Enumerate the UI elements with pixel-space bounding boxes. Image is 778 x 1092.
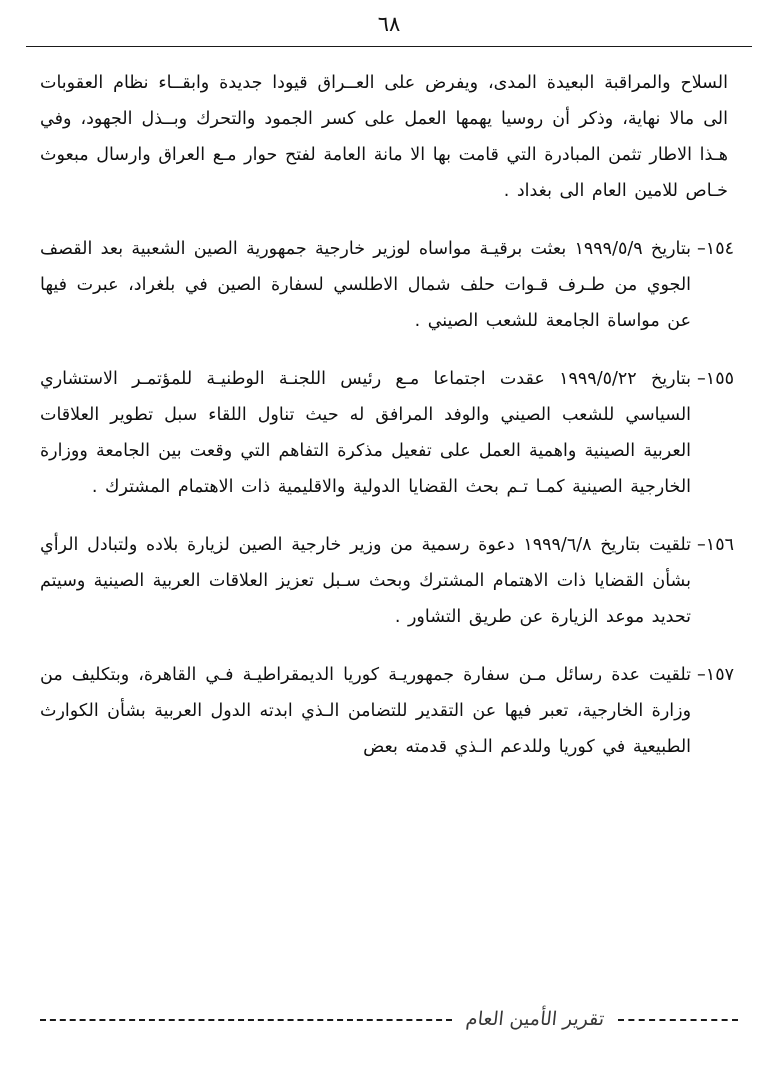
paragraph-text: تلقيت بتاريخ ١٩٩٩/٦/٨ دعوة رسمية من وزير خارجية الصين لزيارة بلاده ولتبادل الرأي بشأن القضايا ذات الاهتمام المشترك وبحث سـبل تعزيز العلاقات العربية الصينية وسيتم تحديد موعد الزيارة عن طريق التشاور .	[40, 535, 692, 627]
paragraph-block	[40, 231, 734, 339]
paragraph-block	[40, 361, 734, 505]
paragraph-number: ١٥٦–	[697, 535, 734, 555]
paragraph-text: بتاريخ ١٩٩٩/٥/٩ بعثت برقيـة مواساه لوزير خارجية جمهورية الصين الشعبية بعد القصف الجوي من طـرف قـوات حلف شمال الاطلسي لسفارة الصين في بلغراد، عبرت فيها عن مواساة الجامعة للشعب الصيني .	[40, 239, 692, 331]
page-number: ٦٨	[377, 12, 401, 36]
paragraph-number: ١٥٧–	[697, 665, 734, 685]
footer-signature: تقرير الأمين العام	[464, 1008, 606, 1030]
paragraph-block	[40, 65, 734, 209]
paragraph-text: السلاح والمراقبة البعيدة المدى، ويفرض على العــراق قيودا جديدة وابقــاء نظام العقوبات الى مالا نهاية، وذكر أن روسيا يهمها العمل على كسر الجمود والتحرك وبــذل الجهود، وفي هـذا الاطار تثمن المبادرة التي قامت بها الا مانة العامة لفتح حوار مـع العراق وارسال مبعوث خـاص للامين العام الى بغداد .	[40, 73, 728, 201]
paragraph-text: تلقيت عدة رسائل مـن سفارة جمهوريـة كوريا الديمقراطيـة فـي القاهرة، وبتكليف من وزارة الخارجية، تعبر فيها عن التقدير للتضامن الـذي ابدته الدول العربية بشأن الكوارث الطبيعية في كوريا وللدعم الـذي قدمته بعض	[40, 665, 692, 757]
paragraph-block	[40, 527, 734, 635]
paragraph-number	[728, 65, 734, 209]
page-footer	[0, 1008, 778, 1030]
paragraph-number: ١٥٤–	[697, 239, 734, 259]
footer-dashed-line-left	[40, 1019, 452, 1022]
paragraph-block	[40, 657, 734, 765]
paragraph-text: بتاريخ ١٩٩٩/٥/٢٢ عقدت اجتماعا مـع رئيس اللجنـة الوطنيـة للمؤتمـر الاستشاري السياسي للشعب الصيني والوفد المرافق له حيث تناول اللقاء سبل تطوير العلاقات العربية الصينية واهمية العمل على تفعيل مذكرة التفاهم التي وقعت بين الجامعة ووزارة الخارجية الصينية كمـا تـم بحث القضايا الدولية والاقليمية ذات الاهتمام المشترك .	[40, 369, 692, 497]
footer-dashed-line-right	[618, 1019, 738, 1022]
document-body	[0, 47, 778, 765]
paragraph-number: ١٥٥–	[697, 369, 734, 389]
